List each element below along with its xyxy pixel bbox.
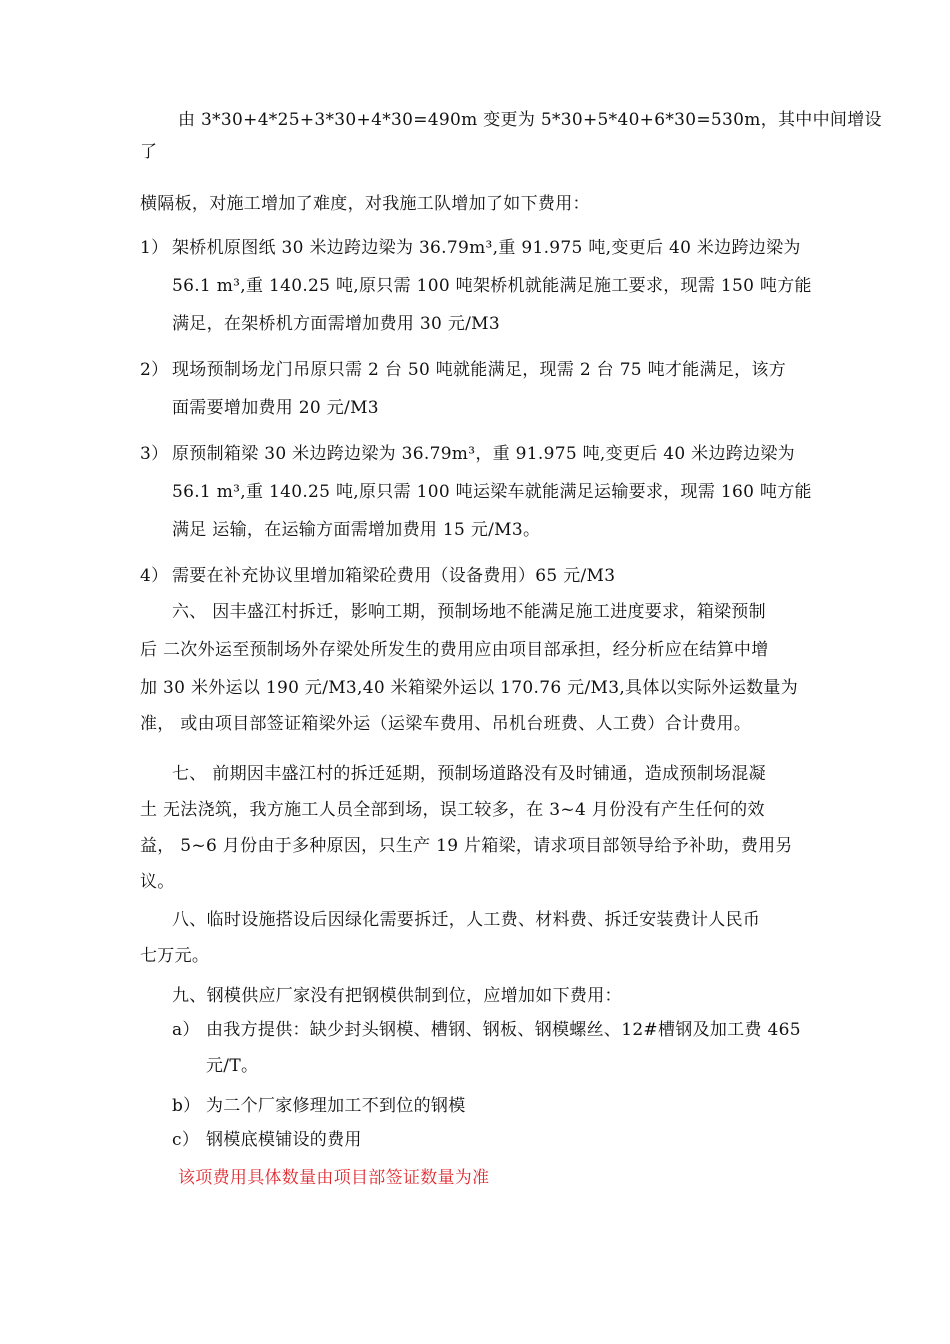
section-9-b-marker: b） xyxy=(172,1096,201,1116)
section-9-a-marker: a） xyxy=(172,1020,200,1040)
item-4-line-1: 需要在补充协议里增加箱梁砼费用（设备费用）65 元/M3 xyxy=(172,566,616,586)
intro-line-3: 横隔板，对施工增加了难度，对我施工队增加了如下费用： xyxy=(140,194,590,214)
section-9-c-line-1: 钢模底模铺设的费用 xyxy=(206,1130,362,1150)
section-9-c-marker: c） xyxy=(172,1130,200,1150)
section-7-line-3: 益， 5~6 月份由于多种原因，只生产 19 片箱梁，请求项目部领导给予补助，费用另 xyxy=(140,836,793,856)
section-9-heading: 九、钢模供应厂家没有把钢模供制到位，应增加如下费用： xyxy=(172,986,622,1006)
section-8-line-2: 七万元。 xyxy=(140,946,210,966)
item-3-line-3: 满足 运输，在运输方面需增加费用 15 元/M3。 xyxy=(172,520,541,540)
item-1-line-2: 56.1 m³,重 140.25 吨,原只需 100 吨架桥机就能满足施工要求，现需 150 吨方能 xyxy=(172,276,812,296)
item-1-line-3: 满足，在架桥机方面需增加费用 30 元/M3 xyxy=(172,314,500,334)
item-2-line-2: 面需要增加费用 20 元/M3 xyxy=(172,398,379,418)
section-9-a-line-2: 元/T。 xyxy=(206,1056,259,1076)
section-6-line-1: 六、 因丰盛江村拆迁，影响工期，预制场地不能满足施工进度要求，箱梁预制 xyxy=(172,602,766,622)
item-1-marker: 1） xyxy=(140,238,169,258)
section-9-a-line-1: 由我方提供：缺少封头钢模、槽钢、钢板、钢模螺丝、12#槽钢及加工费 465 xyxy=(206,1020,801,1040)
section-6-line-3: 加 30 米外运以 190 元/M3,40 米箱梁外运以 170.76 元/M3,具体以实际外运数量为 xyxy=(140,678,799,698)
item-3-line-2: 56.1 m³,重 140.25 吨,原只需 100 吨运梁车就能满足运输要求，现需 160 吨方能 xyxy=(172,482,812,502)
section-7-line-1: 七、 前期因丰盛江村的拆迁延期，预制场道路没有及时铺通，造成预制场混凝 xyxy=(172,764,766,784)
section-6-line-2: 后 二次外运至预制场外存梁处所发生的费用应由项目部承担，经分析应在结算中增 xyxy=(140,640,769,660)
section-9-note: 该项费用具体数量由项目部签证数量为准 xyxy=(178,1168,490,1188)
item-3-line-1: 原预制箱梁 30 米边跨边梁为 36.79m³，重 91.975 吨,变更后 40 米边跨边梁为 xyxy=(172,444,795,464)
item-2-line-1: 现场预制场龙门吊原只需 2 台 50 吨就能满足，现需 2 台 75 吨才能满足，该方 xyxy=(172,360,787,380)
item-1-line-1: 架桥机原图纸 30 米边跨边梁为 36.79m³,重 91.975 吨,变更后 40 米边跨边梁为 xyxy=(172,238,801,258)
item-2-marker: 2） xyxy=(140,360,169,380)
intro-line-2: 了 xyxy=(140,142,158,162)
item-4-marker: 4） xyxy=(140,566,169,586)
intro-line-1: 由 3*30+4*25+3*30+4*30=490m 变更为 5*30+5*40+6*30=530m，其中中间增设 xyxy=(178,110,882,130)
section-7-line-4: 议。 xyxy=(140,872,175,892)
section-9-b-line-1: 为二个厂家修理加工不到位的钢模 xyxy=(206,1096,466,1116)
section-6-line-4: 准， 或由项目部签证箱梁外运（运梁车费用、吊机台班费、人工费）合计费用。 xyxy=(140,714,752,734)
section-8-line-1: 八、临时设施搭设后因绿化需要拆迁，人工费、材料费、拆迁安装费计人民币 xyxy=(172,910,761,930)
section-7-line-2: 土 无法浇筑，我方施工人员全部到场，误工较多，在 3~4 月份没有产生任何的效 xyxy=(140,800,765,820)
item-3-marker: 3） xyxy=(140,444,169,464)
